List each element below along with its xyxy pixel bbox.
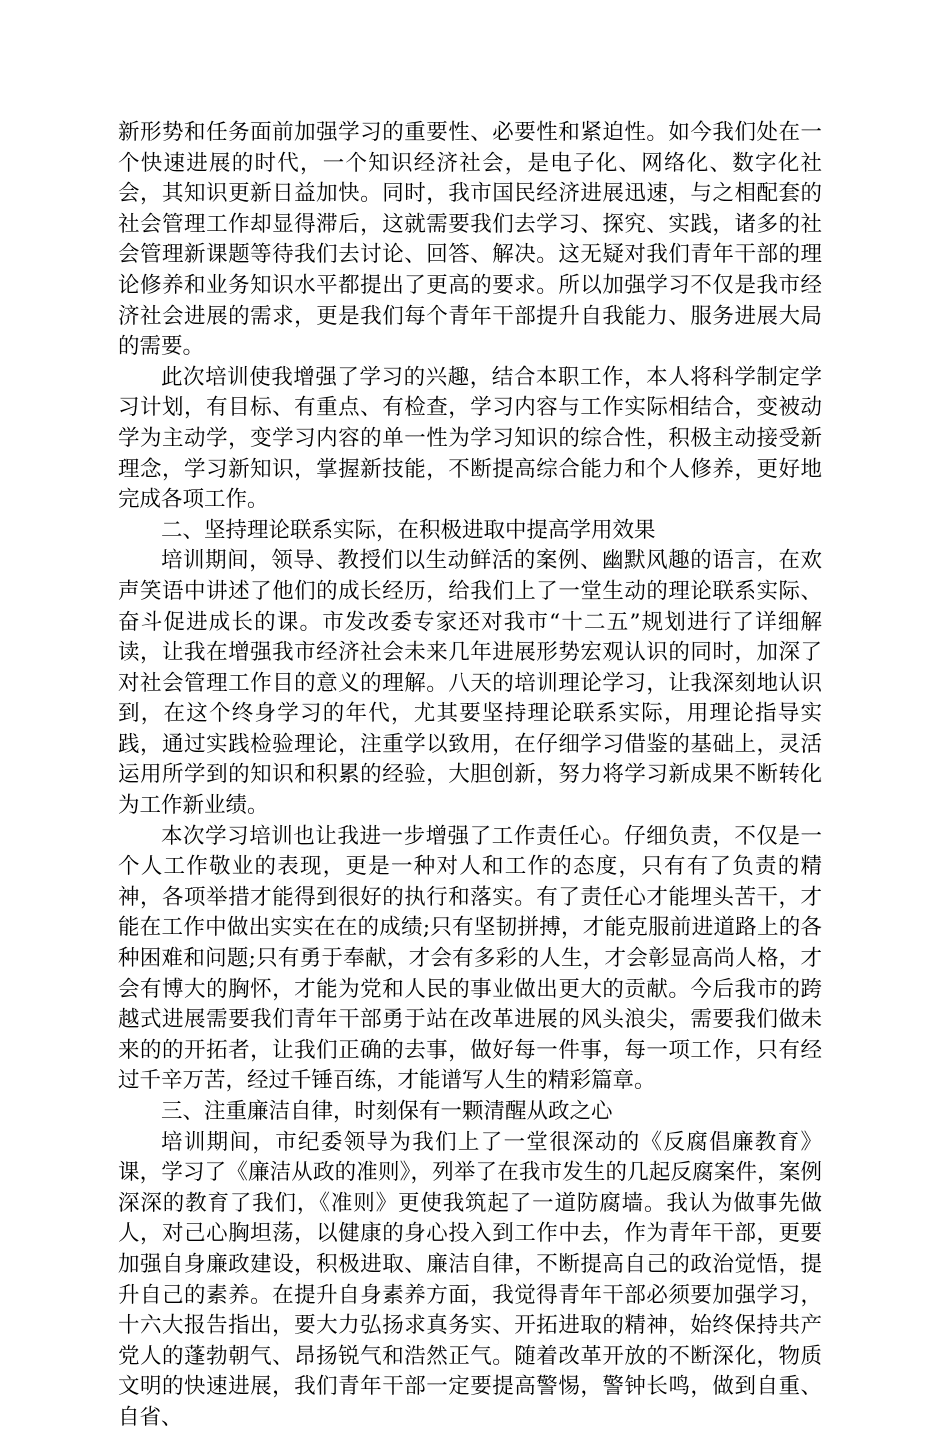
paragraph-3: 培训期间，领导、教授们以生动鲜活的案例、幽默风趣的语言，在欢声笑语中讲述了他们的成长经历，给我们上了一堂生动的理论联系实际、奋斗促进成长的课。市发改委专家还对我市“十二五”规划进行了详细解读，让我在增强我市经济社会未来几年进展形势宏观认识的同时，加深了对社会管理工作目的意义的理解。八天的培训理论学习，让我深刻地认识到，在这个终身学习的年代，尤其要坚持理论联系实际，用理论指导实践，通过实践检验理论，注重学以致用，在仔细学习借鉴的基础上，灵活运用所学到的知识和积累的经验，大胆创新，努力将学习新成果不断转化为工作新业绩。 — [118, 548, 822, 819]
paragraph-5: 培训期间，市纪委领导为我们上了一堂很深动的《反腐倡廉教育》课，学习了《廉洁从政的准则》，列举了在我市发生的几起反腐案件，案例深深的教育了我们，《准则》更使我筑起了一道防腐墙。我认为做事先做人，对己心胸坦荡，以健康的身心投入到工作中去，作为青年干部，更要加强自身廉政建设，积极进取、廉洁自律，不断提高自己的政治觉悟，提升自己的素养。在提升自身素养方面，我觉得青年干部必须要加强学习，十六大报告指出，要大力弘扬求真务实、开拓进取的精神，始终保持共产党人的蓬勃朝气、昂扬锐气和浩然正气。随着改革开放的不断深化，物质文明的快速进展，我们青年干部一定要提高警惕，警钟长鸣，做到自重、自省、 — [118, 1129, 822, 1430]
paragraph-1: 新形势和任务面前加强学习的重要性、必要性和紧迫性。如今我们处在一个快速进展的时代，一个知识经济社会，是电子化、网络化、数字化社会，其知识更新日益加快。同时，我市国民经济进展迅速，与之相配套的社会管理工作却显得滞后，这就需要我们去学习、探究、实践，诸多的社会管理新课题等待我们去讨论、回答、解决。这无疑对我们青年干部的理论修养和业务知识水平都提出了更高的要求。所以加强学习不仅是我市经济社会进展的需求，更是我们每个青年干部提升自我能力、服务进展大局的需要。 — [118, 120, 822, 360]
section-heading-2: 二、坚持理论联系实际，在积极进取中提高学用效果 — [161, 517, 656, 543]
section-heading-3: 三、注重廉洁自律，时刻保有一颗清醒从政之心 — [161, 1099, 613, 1124]
paragraph-2: 此次培训使我增强了学习的兴趣，结合本职工作，本人将科学制定学习计划，有目标、有重点、有检查，学习内容与工作实际相结合，变被动学为主动学，变学习内容的单一性为学习知识的综合性，积极主动接受新理念，学习新知识，掌握新技能，不断提高综合能力和个人修养，更好地完成各项工作。 — [118, 364, 822, 513]
paragraph-4: 本次学习培训也让我进一步增强了工作责任心。仔细负责，不仅是一个人工作敬业的表现，更是一种对人和工作的态度，只有有了负责的精神，各项举措才能得到很好的执行和落实。有了责任心才能埋头苦干，才能在工作中做出实实在在的成绩;只有坚韧拼搏，才能克服前进道路上的各种困难和问题;只有勇于奉献，才会有多彩的人生，才会彰显高尚人格，才会有博大的胸怀，才能为党和人民的事业做出更大的贡献。今后我市的跨越式进展需要我们青年干部勇于站在改革进展的风头浪尖，需要我们做未来的的开拓者，让我们正确的去事，做好每一件事，每一项工作，只有经过千辛万苦，经过千锤百练，才能谱写人生的精彩篇章。 — [118, 823, 822, 1094]
